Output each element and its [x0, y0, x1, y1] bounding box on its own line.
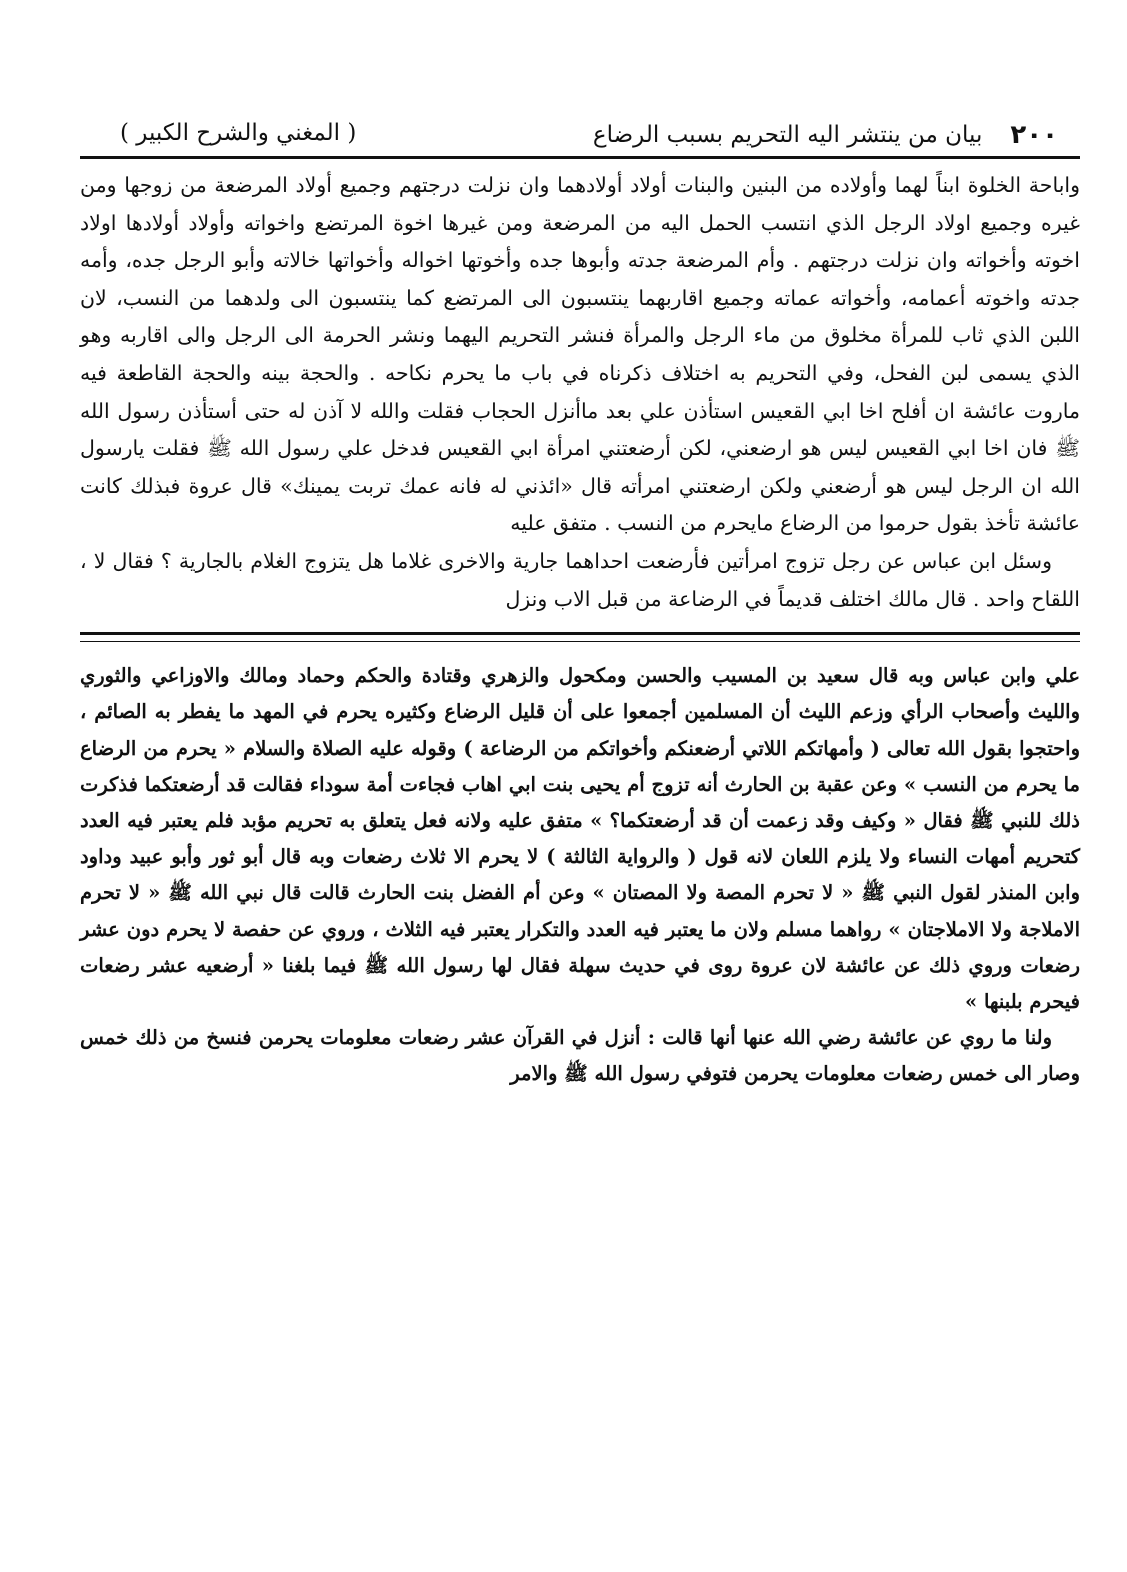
page-header [80, 100, 1080, 159]
main-paragraph: وسئل ابن عباس عن رجل تزوج امرأتين فأرضعت احداهما جارية والاخرى غلاما هل يتزوج الغلام بالجارية ؟ فقال لا ، اللقاح واحد . قال مالك اختلف قديماً في الرضاعة من قبل الاب ونزل [80, 548, 1080, 611]
document-page [80, 100, 1080, 1500]
chapter-title: بيان من ينتشر اليه التحريم بسبب الرضاع [592, 122, 983, 148]
main-paragraph: واباحة الخلوة ابناً لهما وأولاده من البنين والبنات أولاد أولادهما وان نزلت درجتهم وجميع أولاد المرضعة من زوجها ومن غيره وجميع اولاد الرجل الذي انتسب الحمل اليه من المرضعة ومن غيرها اخوة المرتضع واخواته وأولاد أولادها اولاد اخوته وأخواته وان نزلت درجتهم . وأم المرضعة جدته وأبوها جده وأخوتها اخواله وأخواتها خالاته وأبو الرجل جده، وأمه جدته واخوته أعمامه، وأخواته عماته وجميع اقاربهما ينتسبون الى المرتضع كما ينتسبون الى ولدهما من النسب، لان اللبن الذي ثاب للمرأة مخلوق من ماء الرجل والمرأة فنشر التحريم اليهما ونشر الحرمة الى الرجل والى اقاربه وهو الذي يسمى لبن الفحل، وفي التحريم به اختلاف ذكرناه في باب ما يحرم نكاحه . والحجة بينه والحجة القاطعة فيه ماروت عائشة ان أفلح اخا ابي القعيس استأذن علي بعد ماأنزل الحجاب فقلت والله لا آذن له حتى أستأذن رسول الله ﷺ فان اخا ابي القعيس ليس هو ارضعني، لكن أرضعتني امرأة ابي القعيس فدخل علي رسول الله ﷺ فقلت يارسول الله ان الرجل ليس هو أرضعني ولكن ارضعتني امرأته قال «ائذني له فانه عمك تربت يمينك» قال عروة فبذلك كانت عائشة تأخذ بقول حرموا من الرضاع مايحرم من النسب . متفق عليه [80, 173, 1080, 536]
main-text [80, 167, 1080, 618]
page-number: ٢٠٠ [1010, 120, 1058, 150]
book-title: ( المغني والشرح الكبير ) [120, 120, 357, 146]
commentary-paragraph: ولنا ما روي عن عائشة رضي الله عنها أنها قالت : أنزل في القرآن عشر رضعات معلومات يحرمن فنسخ من ذلك خمس وصار الى خمس رضعات معلومات يحرمن فتوفي رسول الله ﷺ والامر [80, 1026, 1080, 1086]
commentary-text [80, 658, 1080, 1092]
section-divider [80, 632, 1080, 642]
commentary-paragraph: علي وابن عباس وبه قال سعيد بن المسيب والحسن ومكحول والزهري وقتادة والحكم وحماد ومالك والاوزاعي والثوري والليث وأصحاب الرأي وزعم الليث أن المسلمين أجمعوا على أن قليل الرضاع وكثيره يحرم في المهد ما يفطر به الصائم ، واحتجوا بقول الله تعالى ( وأمهاتكم اللاتي أرضعنكم وأخواتكم من الرضاعة ) وقوله عليه الصلاة والسلام « يحرم من الرضاع ما يحرم من النسب » وعن عقبة بن الحارث أنه تزوج أم يحيى بنت ابي اهاب فجاءت أمة سوداء فقالت قد أرضعتكما فذكرت ذلك للنبي ﷺ فقال « وكيف وقد زعمت أن قد أرضعتكما؟ » متفق عليه ولانه فعل يتعلق به تحريم مؤبد فلم يعتبر فيه العدد كتحريم أمهات النساء ولا يلزم اللعان لانه قول ( والرواية الثالثة ) لا يحرم الا ثلاث رضعات وبه قال أبو ثور وأبو عبيد وداود وابن المنذر لقول النبي ﷺ « لا تحرم المصة ولا المصتان » وعن أم الفضل بنت الحارث قالت قال نبي الله ﷺ « لا تحرم الاملاجة ولا الاملاجتان » رواهما مسلم ولان ما يعتبر فيه العدد والتكرار يعتبر فيه الثلاث ، وروي عن حفصة لا يحرم دون عشر رضعات وروي ذلك عن عائشة لان عروة روى في حديث سهلة فقال لها رسول الله ﷺ فيما بلغنا « أرضعيه عشر رضعات فيحرم بلبنها » [80, 664, 1080, 1013]
